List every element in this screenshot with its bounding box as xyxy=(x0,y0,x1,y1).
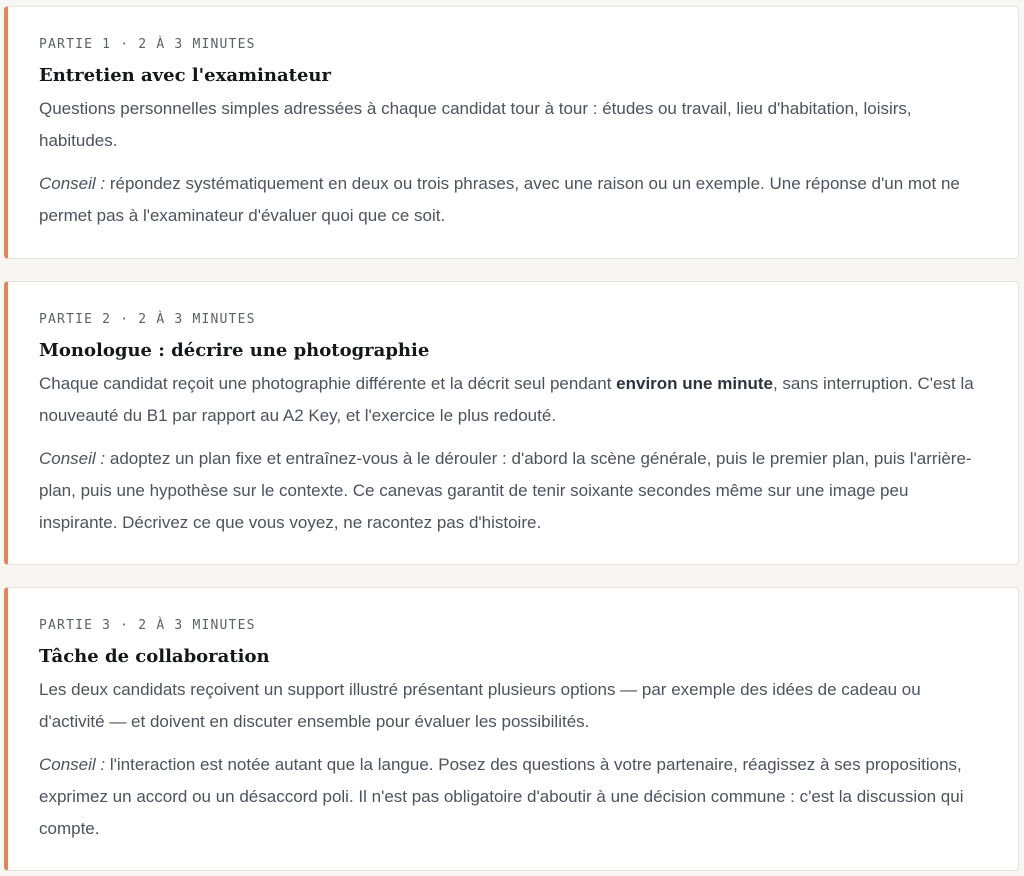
part-2-description xyxy=(39,368,988,432)
part-3-tip-label: Conseil : xyxy=(39,755,106,774)
part-2-description-end: , sans interruption. C'est la nouveauté du B1 par rapport au A2 Key, et l'exercice le plus redouté. xyxy=(39,374,974,425)
part-3-title: Tâche de collaboration xyxy=(39,646,270,667)
part-1-description: Questions personnelles simples adressées à chaque candidat tour à tour : études ou travail, lieu d'habitation, loisirs, habitudes. xyxy=(39,99,912,150)
part-2-tip-label: Conseil : xyxy=(39,449,106,468)
part-2-description-start: Chaque candidat reçoit une photographie différente et la décrit seul pendant xyxy=(39,374,617,393)
part-3-meta: PARTIE 3 · 2 À 3 MINUTES xyxy=(39,618,256,633)
part-3-description: Les deux candidats reçoivent un support illustré présentant plusieurs options — par exemple des idées de cadeau ou d'activité — et doivent en discuter ensemble pour évaluer les possibilités. xyxy=(39,680,921,731)
part-2-tip-text: adoptez un plan fixe et entraînez-vous à le dérouler : d'abord la scène générale, puis le premier plan, puis l'arrière-plan, puis une hypothèse sur le contexte. Ce canevas garantit de tenir soixante secondes même sur une image peu inspirante. Décrivez ce que vous voyez, ne racontez pas d'histoire. xyxy=(39,449,972,532)
part-3-card xyxy=(4,587,1019,871)
part-1-tip-label: Conseil : xyxy=(39,174,106,193)
part-1-card xyxy=(4,6,1019,259)
part-3-tip-text: l'interaction est notée autant que la langue. Posez des questions à votre partenaire, réagissez à ses propositions, exprimez un accord ou un désaccord poli. Il n'est pas obligatoire d'aboutir à une décision commune : c'est la discussion qui compte. xyxy=(39,755,964,838)
part-2-title: Monologue : décrire une photographie xyxy=(39,340,430,361)
part-2-card xyxy=(4,281,1019,565)
part-2-meta: PARTIE 2 · 2 À 3 MINUTES xyxy=(39,312,256,327)
part-1-meta: PARTIE 1 · 2 À 3 MINUTES xyxy=(39,37,256,52)
part-1-title: Entretien avec l'examinateur xyxy=(39,65,331,86)
part-2-description-emphasis: environ une minute xyxy=(616,374,773,393)
part-1-tip-text: répondez systématiquement en deux ou trois phrases, avec une raison ou un exemple. Une réponse d'un mot ne permet pas à l'examinateur d'évaluer quoi que ce soit. xyxy=(39,174,960,225)
part-3-tip xyxy=(39,749,988,845)
part-2-tip xyxy=(39,443,988,539)
part-1-tip xyxy=(39,168,988,232)
